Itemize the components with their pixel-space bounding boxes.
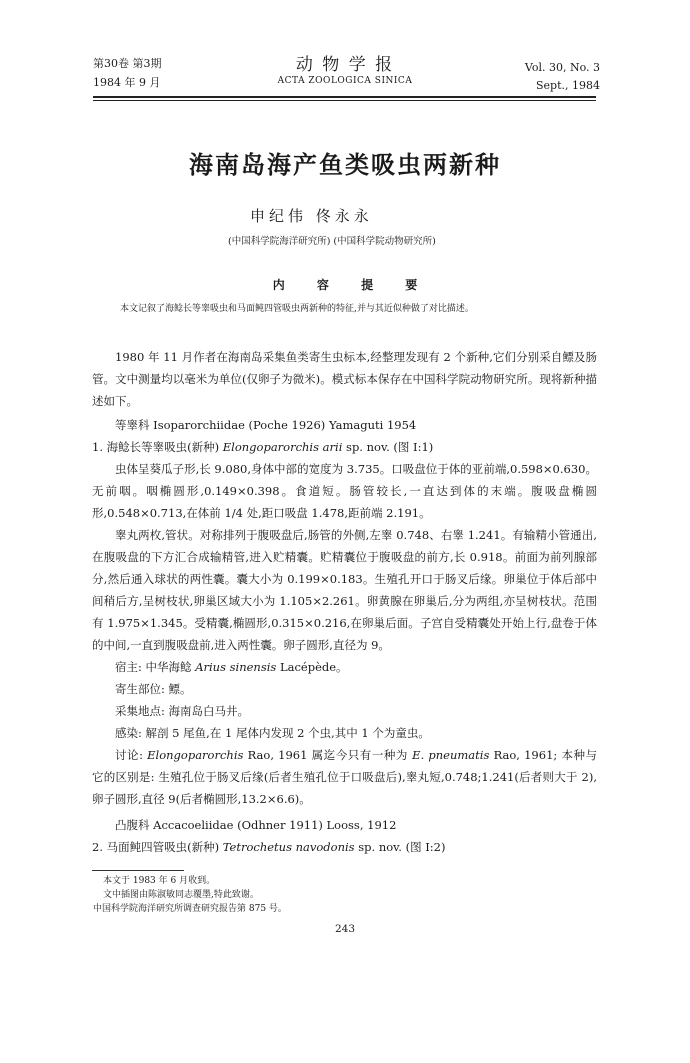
species-heading-1 (92, 436, 597, 458)
species-2-latin: Tetrochetus navodonis (222, 840, 355, 854)
family-heading-2: 凸腹科 Accacoeliidae (Odhner 1911) Looss, 1912 (115, 818, 397, 832)
footnote-report-number: 中国科学院海洋研究所调查研究报告第 875 号。 (93, 904, 287, 914)
footnote-acknowledgement: 文中插图由陈淑敏同志覆墨,特此致谢。 (103, 890, 259, 900)
abstract-text: 本文记叙了海鲶长等睾吸虫和马面鲀四管吸虫两新种的特征,并与其近似种做了对比描述。 (120, 304, 474, 314)
body-section-1 (92, 346, 597, 858)
host-label: 宿主: (115, 660, 142, 674)
host-author: Lacépède。 (279, 660, 348, 674)
species-2-suffix: sp. nov. (图 I:2) (358, 840, 446, 854)
description-paragraph-1: 虫体呈葵瓜子形,长 9.080,身体中部的宽度为 3.735。口吸盘位于体的亚前端,0.598×0.630。无前咽。咽椭圆形,0.149×0.398。食道短。肠管较长,一直达到体的末端。腹吸盘椭圆形,0.548×0.713,在体前 1/4 处,距口吸盘 1.478,距前端 2.191。 (92, 462, 597, 520)
infection-line: 感染: 解剖 5 尾鱼,在 1 尾体内发现 2 个虫,其中 1 个为童虫。 (115, 726, 430, 740)
date-cn: 1984 年 9 月 (93, 76, 161, 89)
description-paragraph-2: 睾丸两枚,管状。对称排列于腹吸盘后,肠管的外侧,左睾 0.748、右睾 1.241。有输精小管通出,在腹吸盘的下方汇合成输精管,进入贮精囊。贮精囊位于腹吸盘的前方,长 0.918。前面为前列腺部分,然后通入球状的两性囊。囊大小为 0.199×0.183。生殖孔开口于肠叉后缘。卵巢位于体后部中间稍后方,呈树枝状,卵巢区域大小为 1.105×2.261。卵黄腺在卵巢后,分为两组,亦呈树枝状。范围有 1.975×1.345。受精囊,椭圆形,0.315×0.216,在卵巢后面。子宫自受精囊处开始上行,盘卷于体的中间,一直到腹吸盘前,进入两性囊。卵子圆形,直径为 9。 (92, 528, 597, 652)
locality-line: 采集地点: 海南岛白马井。 (115, 704, 250, 718)
journal-name-en: ACTA ZOOLOGICA SINICA (277, 76, 413, 86)
affiliations: (中国科学院海洋研究所) (中国科学院动物研究所) (228, 236, 436, 247)
host-line (92, 656, 597, 678)
authors: 申纪伟 佟永永 (250, 207, 373, 225)
species-1-name-cn: 1. 海鲶长等睾吸虫(新种) (92, 440, 220, 454)
volume-issue-en: Vol. 30, No. 3 (524, 61, 600, 74)
date-en: Sept., 1984 (536, 79, 600, 92)
header-rule-thin (93, 100, 596, 101)
footnote-rule (92, 870, 184, 871)
species-1-latin: Elongoparorchis arii (222, 440, 343, 454)
intro-paragraph: 1980 年 11 月作者在海南岛采集鱼类寄生虫标本,经整理发现有 2 个新种,它们分别采自鳔及肠管。文中测量均以毫米为单位(仅卵子为微米)。模式标本保存在中国科学院动物研究所。现将新种描述如下。 (92, 350, 597, 408)
host-name-cn: 中华海鲶 (145, 660, 192, 674)
footnote-received: 本文于 1983 年 6 月收到。 (103, 876, 216, 886)
host-latin: Arius sinensis (195, 660, 277, 674)
family-heading-1: 等睾科 Isoparorchiidae (Poche 1926) Yamaguti 1954 (115, 418, 417, 432)
species-1-suffix: sp. nov. (图 I:1) (346, 440, 434, 454)
journal-name-cn: 动 物 学 报 (295, 55, 395, 75)
abstract-heading: 内 容 提 要 (272, 278, 418, 292)
header-rule (93, 96, 596, 98)
site-line: 寄生部位: 鳔。 (115, 682, 192, 696)
page-number: 243 (334, 923, 356, 935)
discussion-species: E. pneumatis (412, 748, 490, 762)
discussion-text-a: Rao, 1961 属迄今只有一种为 (247, 748, 408, 762)
volume-issue-cn: 第30卷 第3期 (93, 57, 162, 70)
discussion-genus: Elongoparorchis (147, 748, 244, 762)
paper-title: 海南岛海产鱼类吸虫两新种 (189, 151, 501, 179)
species-heading-2 (92, 836, 597, 858)
discussion-text-b: Rao, 1961; 本种与它的区别是: 生殖孔位于肠叉后缘(后者生殖孔位于口吸盘后),睾丸短,0.748;1.241(后者则大于 2),卵子圆形,直径 9(后者椭圆形,13.2×6.6)。 (92, 748, 598, 806)
discussion-label: 讨论: (115, 748, 143, 762)
species-2-name-cn: 2. 马面鲀四管吸虫(新种) (92, 840, 220, 854)
discussion-paragraph (92, 744, 597, 810)
